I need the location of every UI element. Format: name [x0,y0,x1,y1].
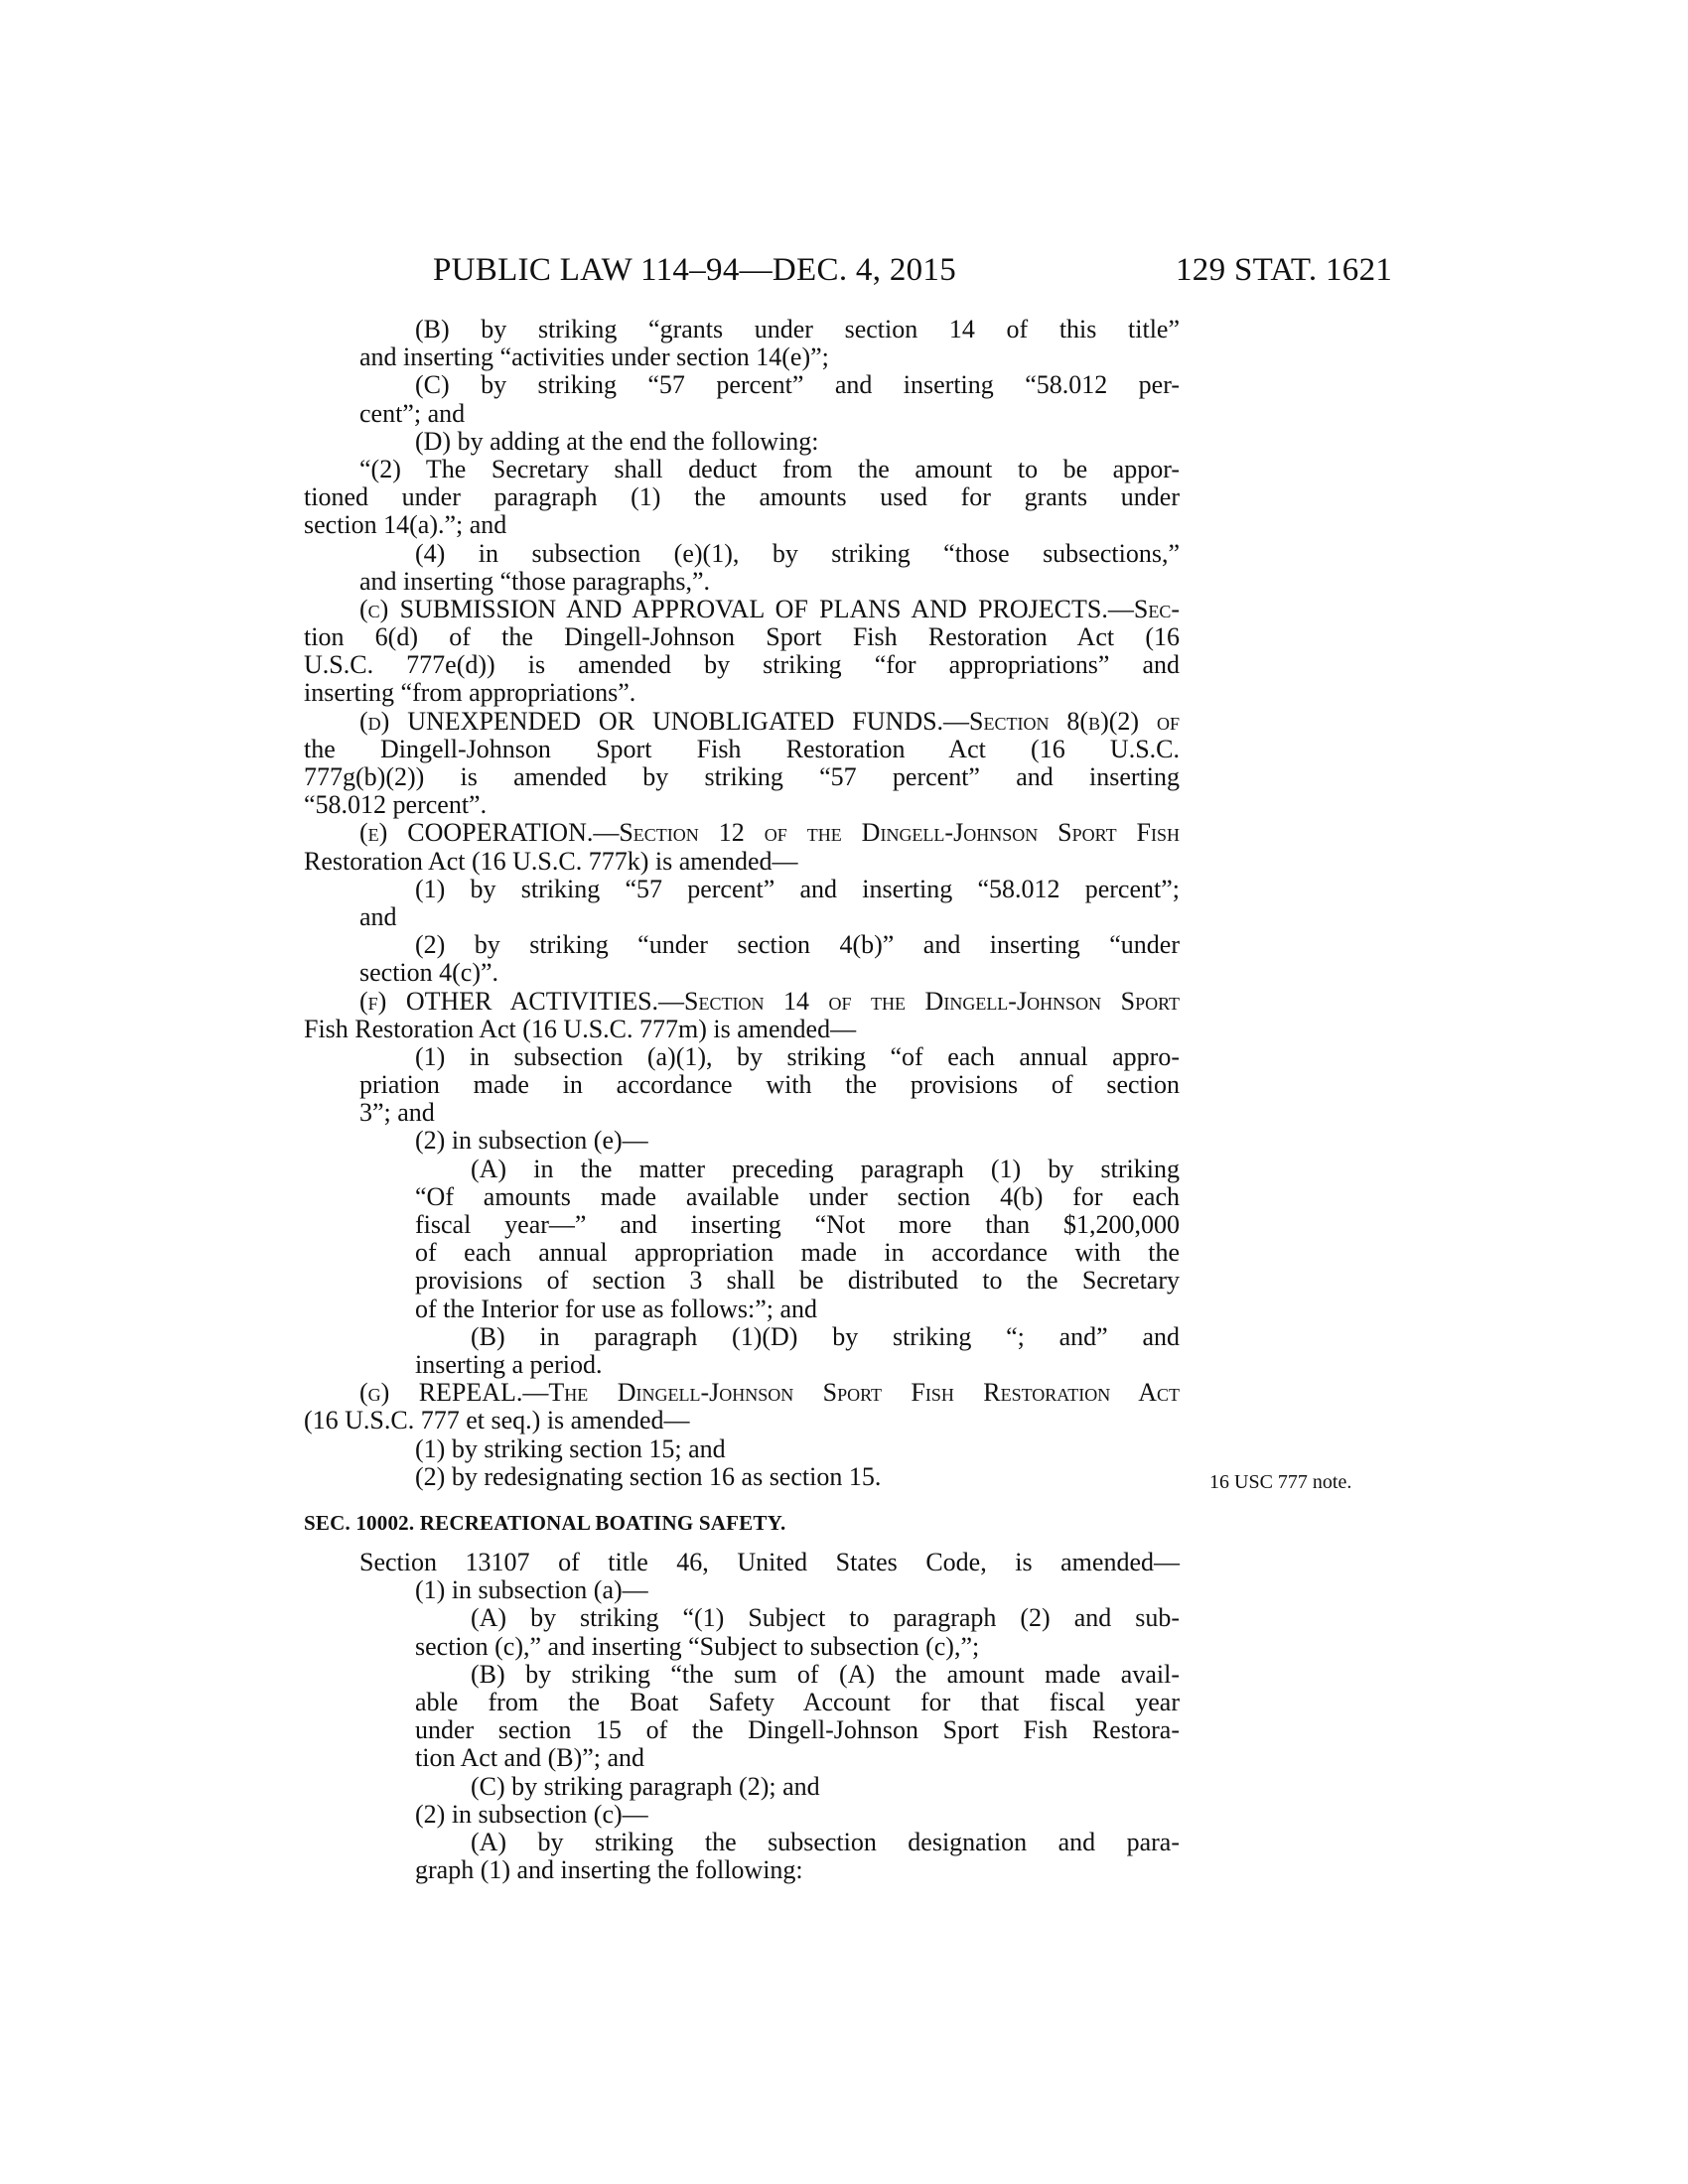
text-line: (D) by adding at the end the following: [415,426,819,456]
text-line: the Dingell-Johnson Sport Fish Restoration Act (16 U.S.C. [304,734,1180,763]
section-heading: SEC. 10002. RECREATIONAL BOATING SAFETY. [304,1510,786,1535]
text-line: provisions of section 3 shall be distributed to the Secretary [415,1266,1180,1296]
text-line: (A) in the matter preceding paragraph (1) by striking [471,1154,1180,1183]
amendments-text [304,316,1180,1491]
page-citation: 129 STAT. 1621 [1176,252,1393,288]
running-header: PUBLIC LAW 114–94—DEC. 4, 2015 [433,252,957,288]
text-line: section (c),” and inserting “Subject to subsection (c),”; [415,1631,980,1661]
text-line: Section 13107 of title 46, United States Code, is amended— [359,1548,1180,1577]
text-line: (c) SUBMISSION AND APPROVAL OF PLANS AND PROJECTS.—Sec- [359,594,1180,623]
text-line: and inserting “those paragraphs,”. [359,566,711,596]
text-line: and inserting “activities under section 14(e)”; [359,342,829,372]
text-line: Restoration Act (16 U.S.C. 777k) is amended— [304,846,798,876]
text-line: inserting “from appropriations”. [304,678,636,708]
text-line: priation made in accordance with the provisions of section [359,1070,1180,1100]
text-line: fiscal year—” and inserting “Not more than $1,200,000 [415,1210,1180,1239]
text-line: tion Act and (B)”; and [415,1743,645,1773]
text-line: (d) UNEXPENDED OR UNOBLIGATED FUNDS.—Section 8(b)(2) of [359,706,1180,736]
text-line: (A) by striking “(1) Subject to paragraph (2) and sub- [471,1603,1180,1633]
text-line: and [359,901,397,931]
text-line: (f) OTHER ACTIVITIES.—Section 14 of the Dingell-Johnson Sport [359,986,1180,1016]
text-line: cent”; and [359,398,466,428]
text-line: (B) by striking “grants under section 14 of this title” [415,315,1180,343]
text-line: tioned under paragraph (1) the amounts used for grants under [304,482,1180,512]
text-line: Fish Restoration Act (16 U.S.C. 777m) is amended— [304,1014,857,1043]
text-line: of each annual appropriation made in accordance with the [415,1238,1180,1268]
text-line: (A) by striking the subsection designation and para- [471,1827,1180,1856]
text-line: (1) in subsection (a)— [415,1575,648,1605]
text-line: “Of amounts made available under section 4(b) for each [415,1181,1180,1211]
text-line: 3”; and [359,1098,435,1128]
text-line: “(2) The Secretary shall deduct from the amount to be appor- [359,454,1180,483]
text-line: “58.012 percent”. [304,790,488,820]
text-line: tion 6(d) of the Dingell-Johnson Sport Fish Restoration Act (16 [304,622,1180,652]
text-line: (2) by redesignating section 16 as section 15. [415,1461,882,1491]
text-line: section 4(c)”. [359,958,499,988]
text-line: (1) by striking section 15; and [415,1433,726,1463]
text-line: (2) in subsection (e)— [415,1126,648,1156]
text-line: (g) REPEAL.—The Dingell-Johnson Sport Fish Restoration Act [359,1378,1180,1408]
text-line: (2) by striking “under section 4(b)” and inserting “under [415,930,1180,960]
text-line: U.S.C. 777e(d)) is amended by striking “for appropriations” and [304,650,1180,680]
text-line: (16 U.S.C. 777 et seq.) is amended— [304,1406,690,1435]
statute-body [304,316,1180,1884]
text-line: graph (1) and inserting the following: [415,1855,803,1885]
text-line: (B) in paragraph (1)(D) by striking “; and” and [471,1321,1180,1351]
text-line: (1) by striking “57 percent” and inserting “58.012 percent”; [415,874,1180,903]
text-line: (2) in subsection (c)— [415,1799,648,1829]
text-line: (C) by striking “57 percent” and inserting “58.012 per- [415,370,1180,400]
text-line: (B) by striking “the sum of (A) the amount made avail- [471,1659,1180,1689]
text-line: (1) in subsection (a)(1), by striking “of each annual appro- [415,1041,1180,1071]
text-line: under section 15 of the Dingell-Johnson Sport Fish Restora- [415,1715,1180,1745]
text-line: able from the Boat Safety Account for that fiscal year [415,1688,1180,1717]
text-line: section 14(a).”; and [304,510,507,540]
text-line: of the Interior for use as follows:”; and [415,1294,818,1323]
text-line: inserting a period. [415,1349,603,1379]
text-line: 777g(b)(2)) is amended by striking “57 percent” and inserting [304,762,1180,791]
section-text [304,1549,1180,1884]
text-line: (C) by striking paragraph (2); and [471,1771,820,1801]
text-line: (e) COOPERATION.—Section 12 of the Dingell-Johnson Sport Fish [359,818,1180,848]
margin-note: 16 USC 777 note. [1209,1471,1352,1493]
text-line: (4) in subsection (e)(1), by striking “those subsections,” [415,538,1180,568]
